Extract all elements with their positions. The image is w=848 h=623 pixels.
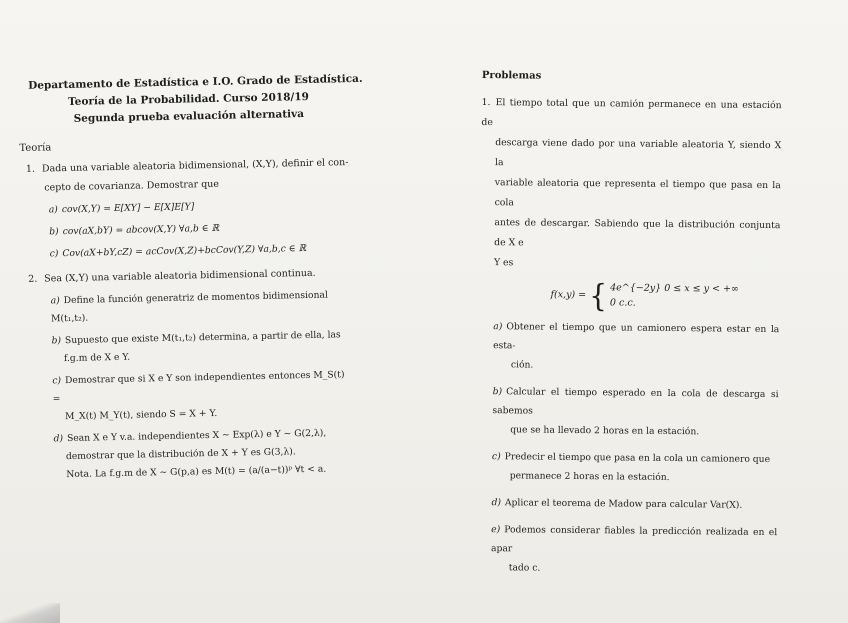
subquestion-text: Supuesto que existe M(t₁,t₂) determina, a partir de ella, las — [64, 329, 341, 347]
subquestion-label: d) — [491, 497, 501, 509]
subquestion-label: a) — [493, 321, 503, 333]
subquestion-text-cont: tado c. — [508, 562, 541, 574]
subquestion-c — [52, 366, 355, 426]
problem-1 — [477, 93, 782, 580]
problem-subquestion-c — [492, 447, 778, 488]
problem-number: 1. — [481, 96, 491, 109]
subquestion-label: a) — [48, 204, 58, 216]
subquestion-text-cont: demostrar que la distribución de X + Y es G(3,λ). — [65, 446, 296, 463]
header-exam-title: Segunda prueba evaluación alternativa — [73, 108, 305, 125]
subquestion-text: Predecir el tiempo que pasa en la cola un camionero que — [504, 451, 771, 466]
subquestion-text: Podemos considerar fiables la predicción realizada en el apar — [490, 524, 778, 555]
question-text: Dada una variable aleatoria bidimensional, (X,Y), definir el con- — [41, 157, 349, 175]
problem-subquestion-b — [492, 382, 779, 442]
subquestion-text-cont: permanece 2 horas en la estación. — [509, 470, 670, 483]
subquestion-c — [50, 239, 352, 263]
question-text: Sea (X,Y) una variable aleatoria bidimensional continua. — [44, 267, 316, 285]
joint-density-formula — [509, 276, 779, 314]
problem-text: descarga viene dado por una variable aleatoria Y, siendo X la — [494, 137, 782, 169]
subquestion-formula: cov(aX,bY) = abcov(X,Y) ∀a,b ∈ ℝ — [62, 222, 220, 238]
subquestion-b — [49, 217, 351, 241]
problem-text: antes de descargar. Sabiendo que la distribución conjunta de X e — [494, 217, 781, 249]
subquestion-formula: Cov(aX+bY,cZ) = acCov(X,Z)+bcCov(Y,Z) ∀a,b,c ∈ ℝ — [62, 243, 307, 260]
subquestion-text: Demostrar que si X e Y son independientes entonces M_S(t) = — [52, 369, 345, 405]
problem-subquestion-e — [491, 520, 778, 580]
subquestion-text: Sean X e Y v.a. independientes X ~ Exp(λ) e Y ~ G(2,λ), — [66, 427, 327, 445]
subquestion-text-cont: ción. — [510, 359, 534, 371]
subquestion-label: c) — [491, 451, 501, 463]
section-title-problemas: Problemas — [481, 70, 542, 82]
subquestion-label: b) — [51, 335, 62, 347]
formula-case-2: 0 c.c. — [609, 297, 636, 309]
header-department: Departamento de Estadística e I.O. Grado de Estadística. — [28, 72, 363, 92]
right-column — [477, 70, 782, 580]
subquestion-label: b) — [492, 386, 503, 398]
subquestion-text: Calcular el tiempo esperado en la cola de descarga si sabemos — [492, 386, 779, 417]
subquestion-text-cont: f.g.m de X e Y. — [63, 351, 131, 365]
question-number: 1. — [25, 163, 36, 175]
subquestion-a — [49, 195, 351, 219]
subquestion-label: d) — [53, 433, 64, 445]
question-2 — [28, 263, 356, 485]
question-number: 2. — [28, 273, 38, 285]
subquestion-label: a) — [50, 295, 60, 307]
exam-header — [28, 71, 363, 129]
subquestion-formula: cov(X,Y) = E[XY] − E[X]E[Y] — [61, 201, 195, 216]
question-text-cont: cepto de covarianza. Demostrar que — [44, 178, 220, 194]
subquestion-note: Nota. La f.g.m de X ~ G(p,a) es M(t) = (a/(a−t))ᵖ ∀t < a. — [66, 463, 327, 481]
problem-subquestion-a — [493, 317, 780, 377]
subquestion-label: c) — [49, 248, 59, 260]
subquestion-label: c) — [52, 375, 62, 387]
header-course: Teoría de la Probabilidad. Curso 2018/19 — [67, 90, 310, 108]
section-title-teoria: Teoría — [19, 142, 52, 154]
subquestion-label: b) — [49, 226, 59, 238]
subquestion-b — [51, 326, 354, 368]
left-column — [18, 71, 363, 485]
problem-text: El tiempo total que un camión permanece en una estación de — [481, 97, 782, 129]
subquestion-text: Aplicar el teorema de Madow para calcular Var(X). — [504, 497, 743, 511]
question-1 — [26, 153, 352, 264]
problem-text: Y es — [493, 257, 514, 269]
left-brace-icon: { — [588, 276, 608, 314]
formula-cases — [610, 280, 739, 311]
subquestion-text: Define la función generatriz de momentos bidimensional M(t₁,t₂). — [50, 289, 328, 325]
subquestion-text-cont: M_X(t) M_Y(t), siendo S = X + Y. — [64, 407, 218, 423]
page-shadow — [0, 603, 60, 623]
subquestion-a — [50, 286, 353, 328]
formula-lhs: f(x,y) = — [550, 289, 587, 301]
subquestion-label: e) — [491, 524, 501, 536]
formula-case-1: 4e^{−2y} 0 ≤ x ≤ y < +∞ — [610, 282, 739, 295]
subquestion-text-cont: que se ha llevado 2 horas en la estación. — [510, 424, 700, 438]
subquestion-d — [53, 424, 356, 484]
subquestion-text: Obtener el tiempo que un camionero espera estar en la esta- — [493, 321, 780, 352]
problem-subquestion-d — [491, 493, 777, 515]
problem-text: variable aleatoria que representa el tiempo que pasa en la cola — [494, 177, 781, 209]
